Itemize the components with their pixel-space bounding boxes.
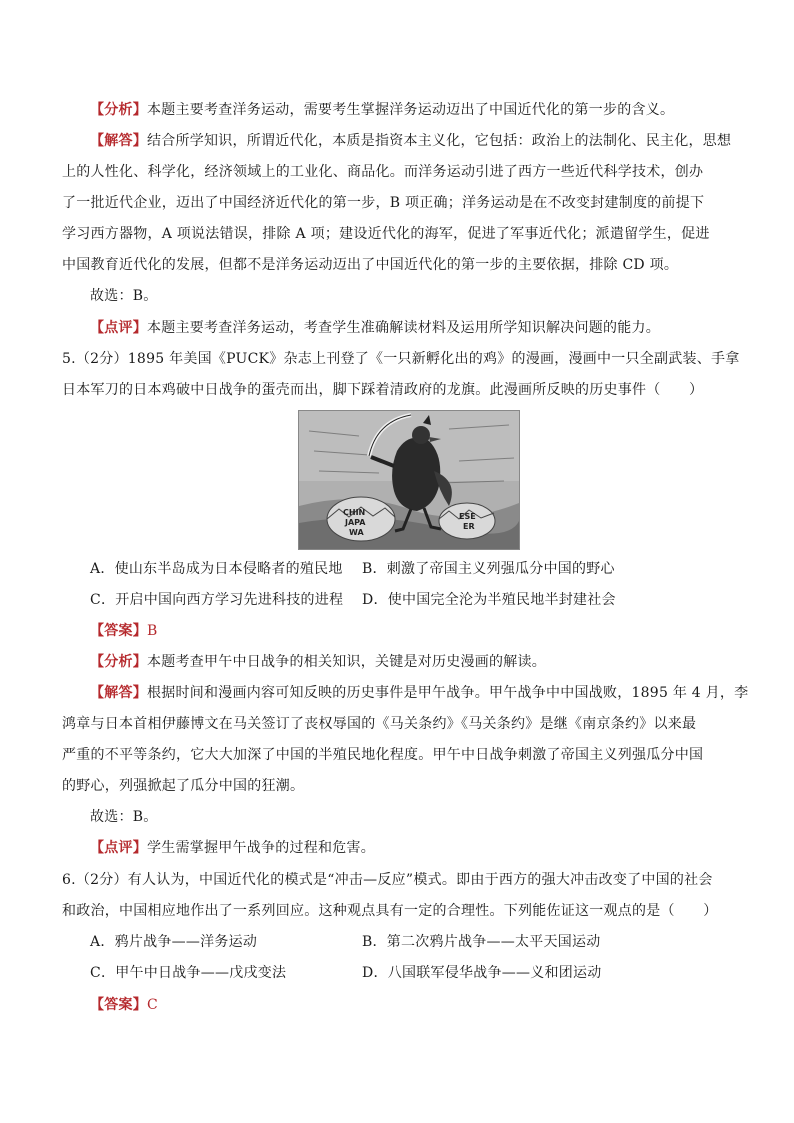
comment-text: 本题主要考查洋务运动，考查学生准确解读材料及运用所学知识解决问题的能力。 (147, 320, 660, 336)
cartoon-text-japa: JAPA (345, 518, 366, 527)
q5-stem-line-1: 5.（2分）1895 年美国《PUCK》杂志上刊登了《一只新孵化出的鸡》的漫画，漫画中一只全副武装、手拿 (62, 351, 740, 367)
q6-option-a: A．鸦片战争——洋务运动 (90, 934, 258, 950)
q4-solution-line-3: 了一批近代企业，迈出了中国经济近代化的第一步，B 项正确；洋务运动是在不改变封建制度的前提下 (62, 195, 705, 211)
q5-option-b: B．刺激了帝国主义列强瓜分中国的野心 (362, 561, 615, 577)
q4-analysis-line (90, 100, 674, 120)
q6-stem-line-1: 6.（2分）有人认为，中国近代化的模式是“冲击—反应”模式。即由于西方的强大冲击改变了中国的社会 (62, 872, 713, 888)
q4-solution-line-2: 上的人性化、科学化，经济领域上的工业化、商品化。而洋务运动引进了西方一些近代科学技术，创办 (62, 164, 704, 180)
q6-option-c: C．甲午中日战争——戊戌变法 (90, 965, 287, 981)
q5-solution-line-3: 严重的不平等条约，它大大加深了中国的半殖民地化程度。甲午中日战争刺激了帝国主义列强瓜分中国 (62, 747, 704, 763)
comment-tag: 【点评】 (90, 840, 147, 856)
cartoon-text-ese: ESE (459, 512, 476, 521)
answer-value: B (147, 623, 158, 639)
q4-solution-line-5: 中国教育近代化的发展，但都不是洋务运动迈出了中国近代化的第一步的主要依据，排除 CD 项。 (62, 257, 679, 273)
q6-answer-line (90, 995, 158, 1015)
q4-solution-line-4: 学习西方器物，A 项说法错误，排除 A 项；建设近代化的海军，促进了军事近代化；派遣留学生，促进 (62, 226, 710, 242)
q5-solution-line-1 (90, 683, 748, 703)
solution-text: 结合所学知识，所谓近代化，本质是指资本主义化，它包括：政治上的法制化、民主化，思想 (147, 133, 732, 149)
analysis-tag: 【分析】 (90, 654, 147, 670)
q5-comment-line (90, 838, 375, 858)
q5-option-c: C．开启中国向西方学习先进科技的进程 (90, 592, 344, 608)
q5-stem-line-2: 日本军刀的日本鸡破中日战争的蛋壳而出，脚下踩着清政府的龙旗。此漫画所反映的历史事件（ ） (62, 382, 704, 398)
q5-solution-line-4: 的野心，列强掀起了瓜分中国的狂潮。 (62, 778, 305, 794)
solution-text: 根据时间和漫画内容可知反映的历史事件是甲午战争。甲午战争中中国战败，1895 年 4 月，李 (147, 685, 749, 701)
answer-tag: 【答案】 (90, 623, 147, 639)
q5-option-a: A．使山东半岛成为日本侵略者的殖民地 (90, 561, 343, 577)
analysis-tag: 【分析】 (90, 102, 147, 118)
answer-value: C (147, 997, 158, 1013)
q5-solution-line-2: 鸿章与日本首相伊藤博文在马关签订了丧权辱国的《马关条约》《马关条约》是继《南京条约》以来最 (62, 716, 697, 732)
q4-comment-line (90, 318, 660, 338)
q6-option-d: D．八国联军侵华战争——义和团运动 (362, 965, 602, 981)
q6-stem-line-2: 和政治，中国相应地作出了一系列回应。这种观点具有一定的合理性。下列能佐证这一观点的是（ ） (62, 903, 718, 919)
comment-text: 学生需掌握甲午战争的过程和危害。 (147, 840, 375, 856)
analysis-text: 本题考查甲午中日战争的相关知识，关键是对历史漫画的解读。 (147, 654, 546, 670)
chicken-cartoon-image (298, 410, 520, 550)
answer-tag: 【答案】 (90, 997, 147, 1013)
solution-tag: 【解答】 (90, 133, 147, 149)
cartoon-text-wa: WA (349, 528, 364, 537)
q4-choice-line: 故选：B。 (90, 288, 158, 304)
q5-analysis-line (90, 652, 546, 672)
solution-tag: 【解答】 (90, 685, 147, 701)
cartoon-text-er: ER (463, 522, 475, 531)
q4-solution-line-1 (90, 131, 731, 151)
analysis-text: 本题主要考查洋务运动，需要考生掌握洋务运动迈出了中国近代化的第一步的含义。 (147, 102, 675, 118)
q5-option-d: D．使中国完全沦为半殖民地半封建社会 (362, 592, 616, 608)
q5-answer-line (90, 621, 158, 641)
cartoon-illustration (299, 411, 519, 549)
cartoon-text-chin: CHIN (343, 508, 366, 517)
q5-choice-line: 故选：B。 (90, 809, 158, 825)
comment-tag: 【点评】 (90, 320, 147, 336)
q6-option-b: B．第二次鸦片战争——太平天国运动 (362, 934, 601, 950)
